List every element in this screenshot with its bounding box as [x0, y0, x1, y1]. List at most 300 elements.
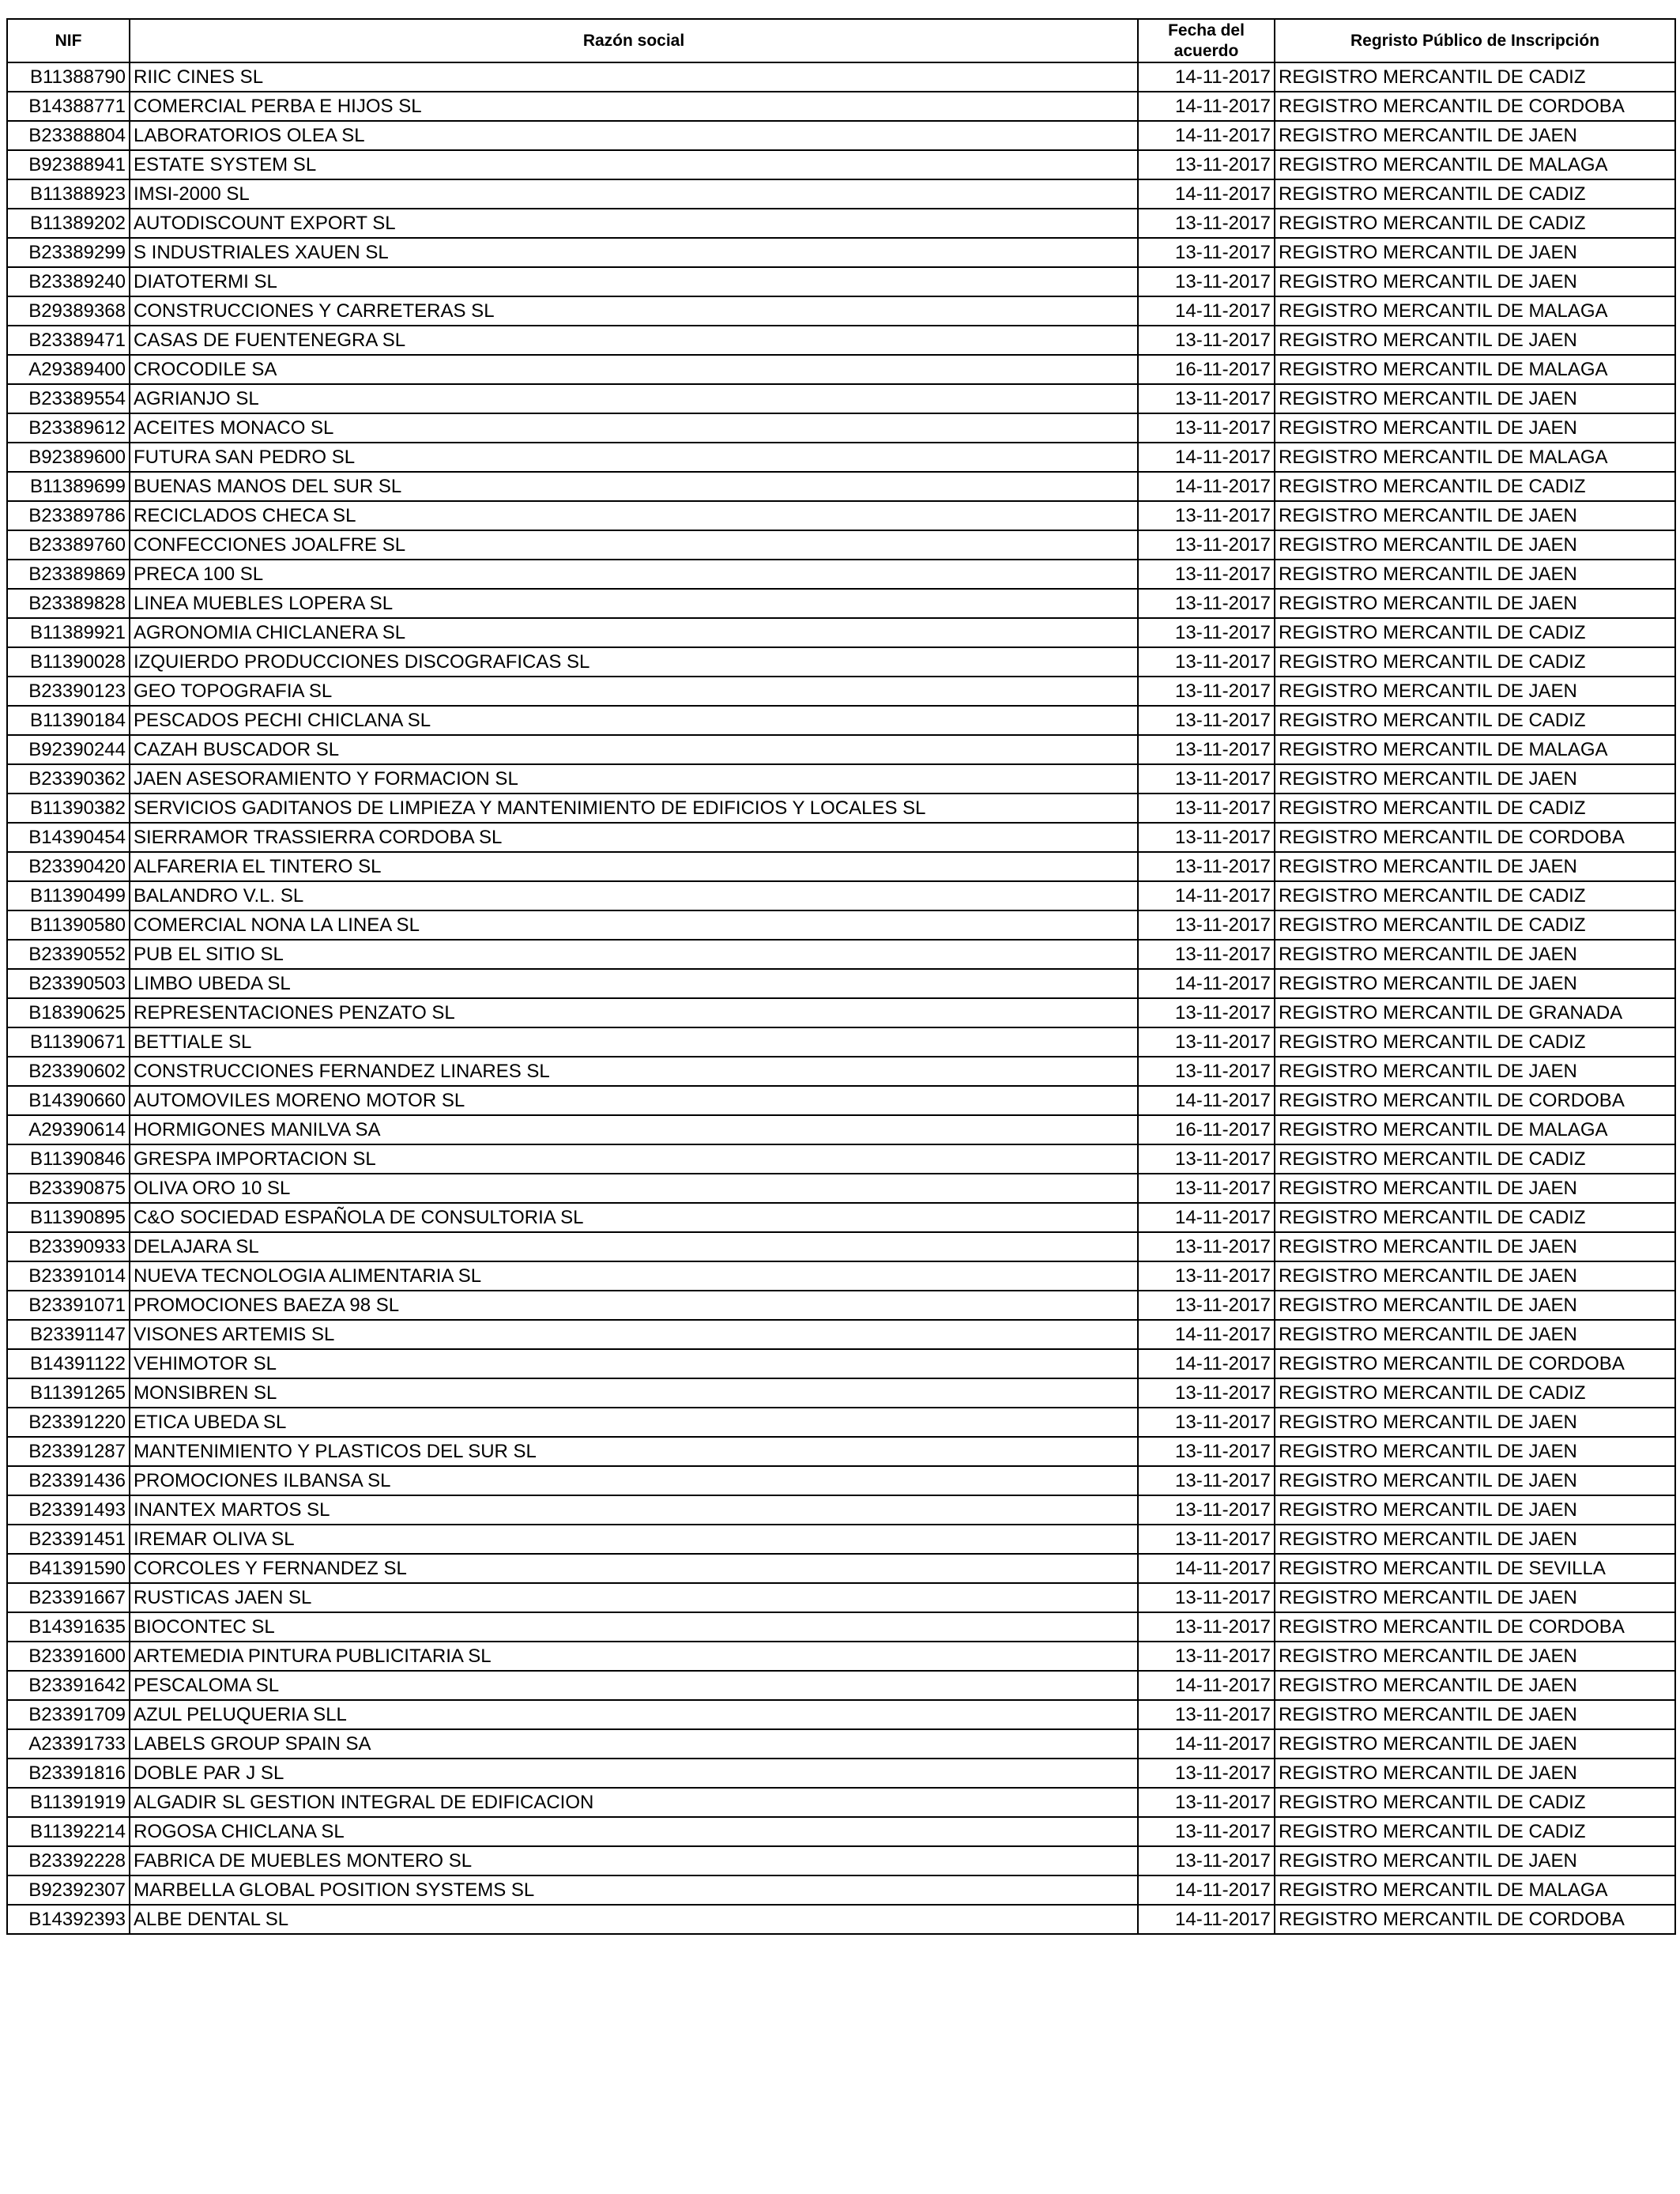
table-row	[7, 794, 1675, 823]
cell-razon-social: ARTEMEDIA PINTURA PUBLICITARIA SL	[130, 1642, 1138, 1671]
cell-fecha-acuerdo: 13-11-2017	[1138, 1642, 1275, 1671]
cell-razon-social: MONSIBREN SL	[130, 1378, 1138, 1408]
cell-registro: REGISTRO MERCANTIL DE JAEN	[1275, 1057, 1675, 1086]
table-row	[7, 823, 1675, 852]
cell-razon-social: ROGOSA CHICLANA SL	[130, 1817, 1138, 1846]
cell-fecha-acuerdo: 13-11-2017	[1138, 1612, 1275, 1642]
cell-fecha-acuerdo: 13-11-2017	[1138, 677, 1275, 706]
cell-razon-social: AGRIANJO SL	[130, 384, 1138, 413]
cell-nif: B23390420	[7, 852, 130, 881]
cell-razon-social: CONSTRUCCIONES FERNANDEZ LINARES SL	[130, 1057, 1138, 1086]
cell-fecha-acuerdo: 13-11-2017	[1138, 618, 1275, 647]
cell-fecha-acuerdo: 13-11-2017	[1138, 1261, 1275, 1291]
cell-razon-social: BUENAS MANOS DEL SUR SL	[130, 472, 1138, 501]
table-row	[7, 1788, 1675, 1817]
cell-razon-social: PROMOCIONES ILBANSA SL	[130, 1466, 1138, 1495]
cell-registro: REGISTRO MERCANTIL DE CADIZ	[1275, 881, 1675, 910]
cell-registro: REGISTRO MERCANTIL DE JAEN	[1275, 121, 1675, 150]
cell-nif: B92390244	[7, 735, 130, 764]
cell-razon-social: PESCADOS PECHI CHICLANA SL	[130, 706, 1138, 735]
table-row	[7, 647, 1675, 677]
cell-nif: B23391014	[7, 1261, 130, 1291]
cell-razon-social: ALBE DENTAL SL	[130, 1905, 1138, 1934]
cell-nif: B14390454	[7, 823, 130, 852]
cell-nif: B23391436	[7, 1466, 130, 1495]
cell-fecha-acuerdo: 13-11-2017	[1138, 1174, 1275, 1203]
cell-nif: B29389368	[7, 296, 130, 326]
cell-registro: REGISTRO MERCANTIL DE CADIZ	[1275, 794, 1675, 823]
table-row	[7, 384, 1675, 413]
cell-fecha-acuerdo: 13-11-2017	[1138, 1466, 1275, 1495]
cell-registro: REGISTRO MERCANTIL DE CADIZ	[1275, 706, 1675, 735]
cell-registro: REGISTRO MERCANTIL DE JAEN	[1275, 560, 1675, 589]
cell-razon-social: LINEA MUEBLES LOPERA SL	[130, 589, 1138, 618]
cell-fecha-acuerdo: 13-11-2017	[1138, 530, 1275, 560]
cell-nif: B23391642	[7, 1671, 130, 1700]
cell-fecha-acuerdo: 13-11-2017	[1138, 1291, 1275, 1320]
table-row	[7, 1144, 1675, 1174]
cell-fecha-acuerdo: 13-11-2017	[1138, 647, 1275, 677]
cell-registro: REGISTRO MERCANTIL DE CADIZ	[1275, 1378, 1675, 1408]
table-row	[7, 1612, 1675, 1642]
table-row	[7, 1261, 1675, 1291]
cell-nif: B23389786	[7, 501, 130, 530]
table-row	[7, 1086, 1675, 1115]
cell-nif: B14390660	[7, 1086, 130, 1115]
cell-fecha-acuerdo: 14-11-2017	[1138, 1875, 1275, 1905]
cell-registro: REGISTRO MERCANTIL DE CADIZ	[1275, 1788, 1675, 1817]
cell-registro: REGISTRO MERCANTIL DE CADIZ	[1275, 647, 1675, 677]
table-row	[7, 413, 1675, 443]
cell-registro: REGISTRO MERCANTIL DE CADIZ	[1275, 1817, 1675, 1846]
cell-registro: REGISTRO MERCANTIL DE MALAGA	[1275, 355, 1675, 384]
cell-razon-social: CASAS DE FUENTENEGRA SL	[130, 326, 1138, 355]
cell-registro: REGISTRO MERCANTIL DE JAEN	[1275, 1846, 1675, 1875]
cell-razon-social: ETICA UBEDA SL	[130, 1408, 1138, 1437]
cell-nif: B23390602	[7, 1057, 130, 1086]
cell-registro: REGISTRO MERCANTIL DE CADIZ	[1275, 1027, 1675, 1057]
cell-nif: B23389869	[7, 560, 130, 589]
table-row	[7, 1466, 1675, 1495]
cell-nif: B11391265	[7, 1378, 130, 1408]
cell-fecha-acuerdo: 13-11-2017	[1138, 910, 1275, 940]
cell-razon-social: RUSTICAS JAEN SL	[130, 1583, 1138, 1612]
cell-registro: REGISTRO MERCANTIL DE JAEN	[1275, 1495, 1675, 1525]
cell-nif: B23391451	[7, 1525, 130, 1554]
cell-fecha-acuerdo: 14-11-2017	[1138, 92, 1275, 121]
cell-fecha-acuerdo: 13-11-2017	[1138, 150, 1275, 179]
cell-nif: B23391600	[7, 1642, 130, 1671]
cell-nif: B11388790	[7, 62, 130, 92]
table-row	[7, 764, 1675, 794]
cell-razon-social: NUEVA TECNOLOGIA ALIMENTARIA SL	[130, 1261, 1138, 1291]
cell-razon-social: JAEN ASESORAMIENTO Y FORMACION SL	[130, 764, 1138, 794]
cell-fecha-acuerdo: 14-11-2017	[1138, 1349, 1275, 1378]
cell-razon-social: SIERRAMOR TRASSIERRA CORDOBA SL	[130, 823, 1138, 852]
table-row	[7, 1671, 1675, 1700]
table-row	[7, 355, 1675, 384]
table-header	[7, 19, 1675, 62]
cell-nif: B23390552	[7, 940, 130, 969]
cell-fecha-acuerdo: 13-11-2017	[1138, 1437, 1275, 1466]
cell-registro: REGISTRO MERCANTIL DE JAEN	[1275, 1759, 1675, 1788]
cell-registro: REGISTRO MERCANTIL DE CADIZ	[1275, 1144, 1675, 1174]
cell-razon-social: INANTEX MARTOS SL	[130, 1495, 1138, 1525]
table-row	[7, 560, 1675, 589]
cell-razon-social: DIATOTERMI SL	[130, 267, 1138, 296]
table-row	[7, 121, 1675, 150]
table-row	[7, 1846, 1675, 1875]
cell-fecha-acuerdo: 13-11-2017	[1138, 1144, 1275, 1174]
table-row	[7, 1729, 1675, 1759]
cell-fecha-acuerdo: 13-11-2017	[1138, 326, 1275, 355]
table-row	[7, 472, 1675, 501]
header-row	[7, 19, 1675, 62]
cell-registro: REGISTRO MERCANTIL DE JAEN	[1275, 1642, 1675, 1671]
cell-fecha-acuerdo: 14-11-2017	[1138, 1203, 1275, 1232]
cell-razon-social: CAZAH BUSCADOR SL	[130, 735, 1138, 764]
cell-fecha-acuerdo: 13-11-2017	[1138, 1788, 1275, 1817]
table-row	[7, 1875, 1675, 1905]
cell-razon-social: HORMIGONES MANILVA SA	[130, 1115, 1138, 1144]
cell-nif: B23390933	[7, 1232, 130, 1261]
cell-razon-social: MANTENIMIENTO Y PLASTICOS DEL SUR SL	[130, 1437, 1138, 1466]
cell-registro: REGISTRO MERCANTIL DE CORDOBA	[1275, 1086, 1675, 1115]
cell-fecha-acuerdo: 14-11-2017	[1138, 1086, 1275, 1115]
cell-registro: REGISTRO MERCANTIL DE JAEN	[1275, 677, 1675, 706]
table-row	[7, 1759, 1675, 1788]
cell-registro: REGISTRO MERCANTIL DE JAEN	[1275, 852, 1675, 881]
cell-razon-social: LABORATORIOS OLEA SL	[130, 121, 1138, 150]
cell-fecha-acuerdo: 13-11-2017	[1138, 1583, 1275, 1612]
table-row	[7, 209, 1675, 238]
table-row	[7, 735, 1675, 764]
cell-razon-social: REPRESENTACIONES PENZATO SL	[130, 998, 1138, 1027]
table-row	[7, 1495, 1675, 1525]
cell-registro: REGISTRO MERCANTIL DE CORDOBA	[1275, 1349, 1675, 1378]
cell-fecha-acuerdo: 13-11-2017	[1138, 209, 1275, 238]
cell-registro: REGISTRO MERCANTIL DE JAEN	[1275, 1525, 1675, 1554]
table-row	[7, 852, 1675, 881]
cell-razon-social: DOBLE PAR J SL	[130, 1759, 1138, 1788]
cell-razon-social: AGRONOMIA CHICLANERA SL	[130, 618, 1138, 647]
table-row	[7, 1027, 1675, 1057]
cell-registro: REGISTRO MERCANTIL DE SEVILLA	[1275, 1554, 1675, 1583]
cell-razon-social: BALANDRO V.L. SL	[130, 881, 1138, 910]
table-row	[7, 910, 1675, 940]
cell-razon-social: BETTIALE SL	[130, 1027, 1138, 1057]
table-row	[7, 238, 1675, 267]
table-row	[7, 1203, 1675, 1232]
cell-nif: B11390184	[7, 706, 130, 735]
cell-registro: REGISTRO MERCANTIL DE JAEN	[1275, 1261, 1675, 1291]
cell-nif: B11392214	[7, 1817, 130, 1846]
cell-fecha-acuerdo: 14-11-2017	[1138, 472, 1275, 501]
table-row	[7, 1378, 1675, 1408]
cell-nif: B11390671	[7, 1027, 130, 1057]
cell-nif: B23391071	[7, 1291, 130, 1320]
cell-fecha-acuerdo: 13-11-2017	[1138, 267, 1275, 296]
cell-registro: REGISTRO MERCANTIL DE JAEN	[1275, 1320, 1675, 1349]
cell-registro: REGISTRO MERCANTIL DE JAEN	[1275, 1466, 1675, 1495]
cell-nif: B11390028	[7, 647, 130, 677]
cell-razon-social: MARBELLA GLOBAL POSITION SYSTEMS SL	[130, 1875, 1138, 1905]
cell-registro: REGISTRO MERCANTIL DE MALAGA	[1275, 735, 1675, 764]
cell-nif: B11390846	[7, 1144, 130, 1174]
cell-registro: REGISTRO MERCANTIL DE CORDOBA	[1275, 92, 1675, 121]
table-row	[7, 443, 1675, 472]
cell-razon-social: CONSTRUCCIONES Y CARRETERAS SL	[130, 296, 1138, 326]
cell-registro: REGISTRO MERCANTIL DE MALAGA	[1275, 296, 1675, 326]
table-row	[7, 1057, 1675, 1086]
cell-fecha-acuerdo: 13-11-2017	[1138, 501, 1275, 530]
cell-razon-social: AUTOMOVILES MORENO MOTOR SL	[130, 1086, 1138, 1115]
cell-fecha-acuerdo: 13-11-2017	[1138, 384, 1275, 413]
cell-fecha-acuerdo: 13-11-2017	[1138, 1817, 1275, 1846]
header-fecha-acuerdo	[1138, 19, 1275, 62]
cell-razon-social: SERVICIOS GADITANOS DE LIMPIEZA Y MANTENIMIENTO DE EDIFICIOS Y LOCALES SL	[130, 794, 1138, 823]
cell-registro: REGISTRO MERCANTIL DE CADIZ	[1275, 209, 1675, 238]
cell-fecha-acuerdo: 13-11-2017	[1138, 998, 1275, 1027]
cell-razon-social: PROMOCIONES BAEZA 98 SL	[130, 1291, 1138, 1320]
cell-razon-social: BIOCONTEC SL	[130, 1612, 1138, 1642]
cell-nif: A29389400	[7, 355, 130, 384]
cell-fecha-acuerdo: 14-11-2017	[1138, 1729, 1275, 1759]
header-registro: Regristo Público de Inscripción	[1275, 19, 1675, 62]
table-row	[7, 1700, 1675, 1729]
cell-fecha-acuerdo: 13-11-2017	[1138, 1057, 1275, 1086]
cell-razon-social: CORCOLES Y FERNANDEZ SL	[130, 1554, 1138, 1583]
registry-table	[6, 18, 1676, 1935]
table-row	[7, 501, 1675, 530]
cell-registro: REGISTRO MERCANTIL DE JAEN	[1275, 238, 1675, 267]
cell-fecha-acuerdo: 13-11-2017	[1138, 1027, 1275, 1057]
cell-registro: REGISTRO MERCANTIL DE CORDOBA	[1275, 1612, 1675, 1642]
cell-fecha-acuerdo: 13-11-2017	[1138, 823, 1275, 852]
cell-fecha-acuerdo: 14-11-2017	[1138, 969, 1275, 998]
cell-nif: B23390875	[7, 1174, 130, 1203]
cell-nif: B23390362	[7, 764, 130, 794]
cell-fecha-acuerdo: 13-11-2017	[1138, 852, 1275, 881]
cell-registro: REGISTRO MERCANTIL DE CADIZ	[1275, 910, 1675, 940]
cell-nif: B23389760	[7, 530, 130, 560]
cell-fecha-acuerdo: 14-11-2017	[1138, 179, 1275, 209]
cell-nif: B11390895	[7, 1203, 130, 1232]
cell-fecha-acuerdo: 13-11-2017	[1138, 1408, 1275, 1437]
cell-registro: REGISTRO MERCANTIL DE MALAGA	[1275, 1875, 1675, 1905]
cell-registro: REGISTRO MERCANTIL DE CADIZ	[1275, 1203, 1675, 1232]
table-row	[7, 296, 1675, 326]
table-row	[7, 1174, 1675, 1203]
cell-nif: B92392307	[7, 1875, 130, 1905]
cell-razon-social: S INDUSTRIALES XAUEN SL	[130, 238, 1138, 267]
cell-nif: B23389554	[7, 384, 130, 413]
cell-razon-social: GEO TOPOGRAFIA SL	[130, 677, 1138, 706]
cell-nif: B11389699	[7, 472, 130, 501]
cell-nif: B18390625	[7, 998, 130, 1027]
cell-fecha-acuerdo: 16-11-2017	[1138, 355, 1275, 384]
cell-nif: B23391709	[7, 1700, 130, 1729]
cell-fecha-acuerdo: 13-11-2017	[1138, 706, 1275, 735]
table-row	[7, 1817, 1675, 1846]
cell-registro: REGISTRO MERCANTIL DE MALAGA	[1275, 443, 1675, 472]
cell-razon-social: FABRICA DE MUEBLES MONTERO SL	[130, 1846, 1138, 1875]
cell-registro: REGISTRO MERCANTIL DE JAEN	[1275, 589, 1675, 618]
table-row	[7, 92, 1675, 121]
table-row	[7, 677, 1675, 706]
cell-fecha-acuerdo: 14-11-2017	[1138, 1320, 1275, 1349]
cell-fecha-acuerdo: 14-11-2017	[1138, 443, 1275, 472]
cell-registro: REGISTRO MERCANTIL DE CORDOBA	[1275, 823, 1675, 852]
cell-razon-social: ALFARERIA EL TINTERO SL	[130, 852, 1138, 881]
cell-nif: B11389921	[7, 618, 130, 647]
table-row	[7, 969, 1675, 998]
cell-fecha-acuerdo: 13-11-2017	[1138, 1525, 1275, 1554]
cell-registro: REGISTRO MERCANTIL DE JAEN	[1275, 1291, 1675, 1320]
cell-registro: REGISTRO MERCANTIL DE JAEN	[1275, 326, 1675, 355]
table-body	[7, 62, 1675, 1934]
cell-registro: REGISTRO MERCANTIL DE JAEN	[1275, 1174, 1675, 1203]
cell-razon-social: LIMBO UBEDA SL	[130, 969, 1138, 998]
cell-razon-social: LABELS GROUP SPAIN SA	[130, 1729, 1138, 1759]
cell-nif: B23389299	[7, 238, 130, 267]
cell-registro: REGISTRO MERCANTIL DE JAEN	[1275, 1671, 1675, 1700]
cell-nif: B41391590	[7, 1554, 130, 1583]
cell-fecha-acuerdo: 14-11-2017	[1138, 62, 1275, 92]
cell-registro: REGISTRO MERCANTIL DE JAEN	[1275, 1700, 1675, 1729]
cell-nif: B23392228	[7, 1846, 130, 1875]
table-row	[7, 1320, 1675, 1349]
cell-razon-social: OLIVA ORO 10 SL	[130, 1174, 1138, 1203]
table-row	[7, 618, 1675, 647]
cell-registro: REGISTRO MERCANTIL DE MALAGA	[1275, 150, 1675, 179]
cell-razon-social: IZQUIERDO PRODUCCIONES DISCOGRAFICAS SL	[130, 647, 1138, 677]
cell-nif: B23391220	[7, 1408, 130, 1437]
cell-nif: B11390499	[7, 881, 130, 910]
cell-razon-social: ALGADIR SL GESTION INTEGRAL DE EDIFICACION	[130, 1788, 1138, 1817]
cell-razon-social: CROCODILE SA	[130, 355, 1138, 384]
cell-razon-social: ACEITES MONACO SL	[130, 413, 1138, 443]
cell-nif: B14391122	[7, 1349, 130, 1378]
cell-nif: B11390382	[7, 794, 130, 823]
cell-fecha-acuerdo: 13-11-2017	[1138, 1759, 1275, 1788]
cell-nif: B23391493	[7, 1495, 130, 1525]
table-row	[7, 1642, 1675, 1671]
cell-registro: REGISTRO MERCANTIL DE CADIZ	[1275, 62, 1675, 92]
cell-razon-social: VEHIMOTOR SL	[130, 1349, 1138, 1378]
cell-nif: B23391147	[7, 1320, 130, 1349]
cell-registro: REGISTRO MERCANTIL DE JAEN	[1275, 1232, 1675, 1261]
cell-nif: B11390580	[7, 910, 130, 940]
cell-fecha-acuerdo: 13-11-2017	[1138, 735, 1275, 764]
cell-razon-social: C&O SOCIEDAD ESPAÑOLA DE CONSULTORIA SL	[130, 1203, 1138, 1232]
cell-registro: REGISTRO MERCANTIL DE JAEN	[1275, 1437, 1675, 1466]
table-row	[7, 706, 1675, 735]
table-row	[7, 1437, 1675, 1466]
cell-fecha-acuerdo: 13-11-2017	[1138, 1232, 1275, 1261]
cell-registro: REGISTRO MERCANTIL DE JAEN	[1275, 384, 1675, 413]
cell-razon-social: ESTATE SYSTEM SL	[130, 150, 1138, 179]
cell-fecha-acuerdo: 13-11-2017	[1138, 589, 1275, 618]
cell-nif: B23390123	[7, 677, 130, 706]
header-fecha-line2: acuerdo	[1173, 41, 1239, 60]
cell-registro: REGISTRO MERCANTIL DE CADIZ	[1275, 618, 1675, 647]
table-row	[7, 267, 1675, 296]
cell-razon-social: COMERCIAL NONA LA LINEA SL	[130, 910, 1138, 940]
table-row	[7, 1291, 1675, 1320]
cell-razon-social: AZUL PELUQUERIA SLL	[130, 1700, 1138, 1729]
cell-razon-social: VISONES ARTEMIS SL	[130, 1320, 1138, 1349]
cell-nif: B23389240	[7, 267, 130, 296]
cell-fecha-acuerdo: 13-11-2017	[1138, 1378, 1275, 1408]
cell-nif: B14388771	[7, 92, 130, 121]
header-fecha-line1: Fecha del	[1168, 21, 1245, 40]
cell-registro: REGISTRO MERCANTIL DE JAEN	[1275, 530, 1675, 560]
cell-fecha-acuerdo: 16-11-2017	[1138, 1115, 1275, 1144]
table-row	[7, 530, 1675, 560]
cell-nif: B92389600	[7, 443, 130, 472]
header-nif: NIF	[7, 19, 130, 62]
cell-fecha-acuerdo: 14-11-2017	[1138, 296, 1275, 326]
table-row	[7, 1349, 1675, 1378]
cell-fecha-acuerdo: 14-11-2017	[1138, 121, 1275, 150]
cell-razon-social: RIIC CINES SL	[130, 62, 1138, 92]
cell-nif: A29390614	[7, 1115, 130, 1144]
cell-nif: B14392393	[7, 1905, 130, 1934]
table-row	[7, 998, 1675, 1027]
cell-nif: A23391733	[7, 1729, 130, 1759]
cell-nif: B11389202	[7, 209, 130, 238]
cell-nif: B23390503	[7, 969, 130, 998]
table-row	[7, 326, 1675, 355]
cell-registro: REGISTRO MERCANTIL DE MALAGA	[1275, 1115, 1675, 1144]
cell-razon-social: DELAJARA SL	[130, 1232, 1138, 1261]
cell-nif: B23389828	[7, 589, 130, 618]
table-row	[7, 179, 1675, 209]
cell-fecha-acuerdo: 13-11-2017	[1138, 413, 1275, 443]
cell-fecha-acuerdo: 13-11-2017	[1138, 764, 1275, 794]
cell-registro: REGISTRO MERCANTIL DE CADIZ	[1275, 179, 1675, 209]
cell-fecha-acuerdo: 13-11-2017	[1138, 1495, 1275, 1525]
table-row	[7, 1525, 1675, 1554]
document-page	[6, 18, 1674, 1935]
table-row	[7, 62, 1675, 92]
cell-razon-social: RECICLADOS CHECA SL	[130, 501, 1138, 530]
cell-nif: B92388941	[7, 150, 130, 179]
cell-razon-social: CONFECCIONES JOALFRE SL	[130, 530, 1138, 560]
table-row	[7, 150, 1675, 179]
cell-razon-social: GRESPA IMPORTACION SL	[130, 1144, 1138, 1174]
cell-razon-social: AUTODISCOUNT EXPORT SL	[130, 209, 1138, 238]
cell-fecha-acuerdo: 14-11-2017	[1138, 1671, 1275, 1700]
cell-fecha-acuerdo: 13-11-2017	[1138, 1846, 1275, 1875]
cell-nif: B23389471	[7, 326, 130, 355]
table-row	[7, 1408, 1675, 1437]
cell-registro: REGISTRO MERCANTIL DE JAEN	[1275, 267, 1675, 296]
cell-razon-social: IMSI-2000 SL	[130, 179, 1138, 209]
cell-fecha-acuerdo: 14-11-2017	[1138, 1554, 1275, 1583]
cell-registro: REGISTRO MERCANTIL DE JAEN	[1275, 1583, 1675, 1612]
cell-registro: REGISTRO MERCANTIL DE JAEN	[1275, 1408, 1675, 1437]
table-row	[7, 940, 1675, 969]
cell-razon-social: COMERCIAL PERBA E HIJOS SL	[130, 92, 1138, 121]
cell-nif: B23391667	[7, 1583, 130, 1612]
table-row	[7, 1583, 1675, 1612]
header-razon-social: Razón social	[130, 19, 1138, 62]
table-row	[7, 881, 1675, 910]
cell-nif: B23391287	[7, 1437, 130, 1466]
cell-razon-social: PESCALOMA SL	[130, 1671, 1138, 1700]
